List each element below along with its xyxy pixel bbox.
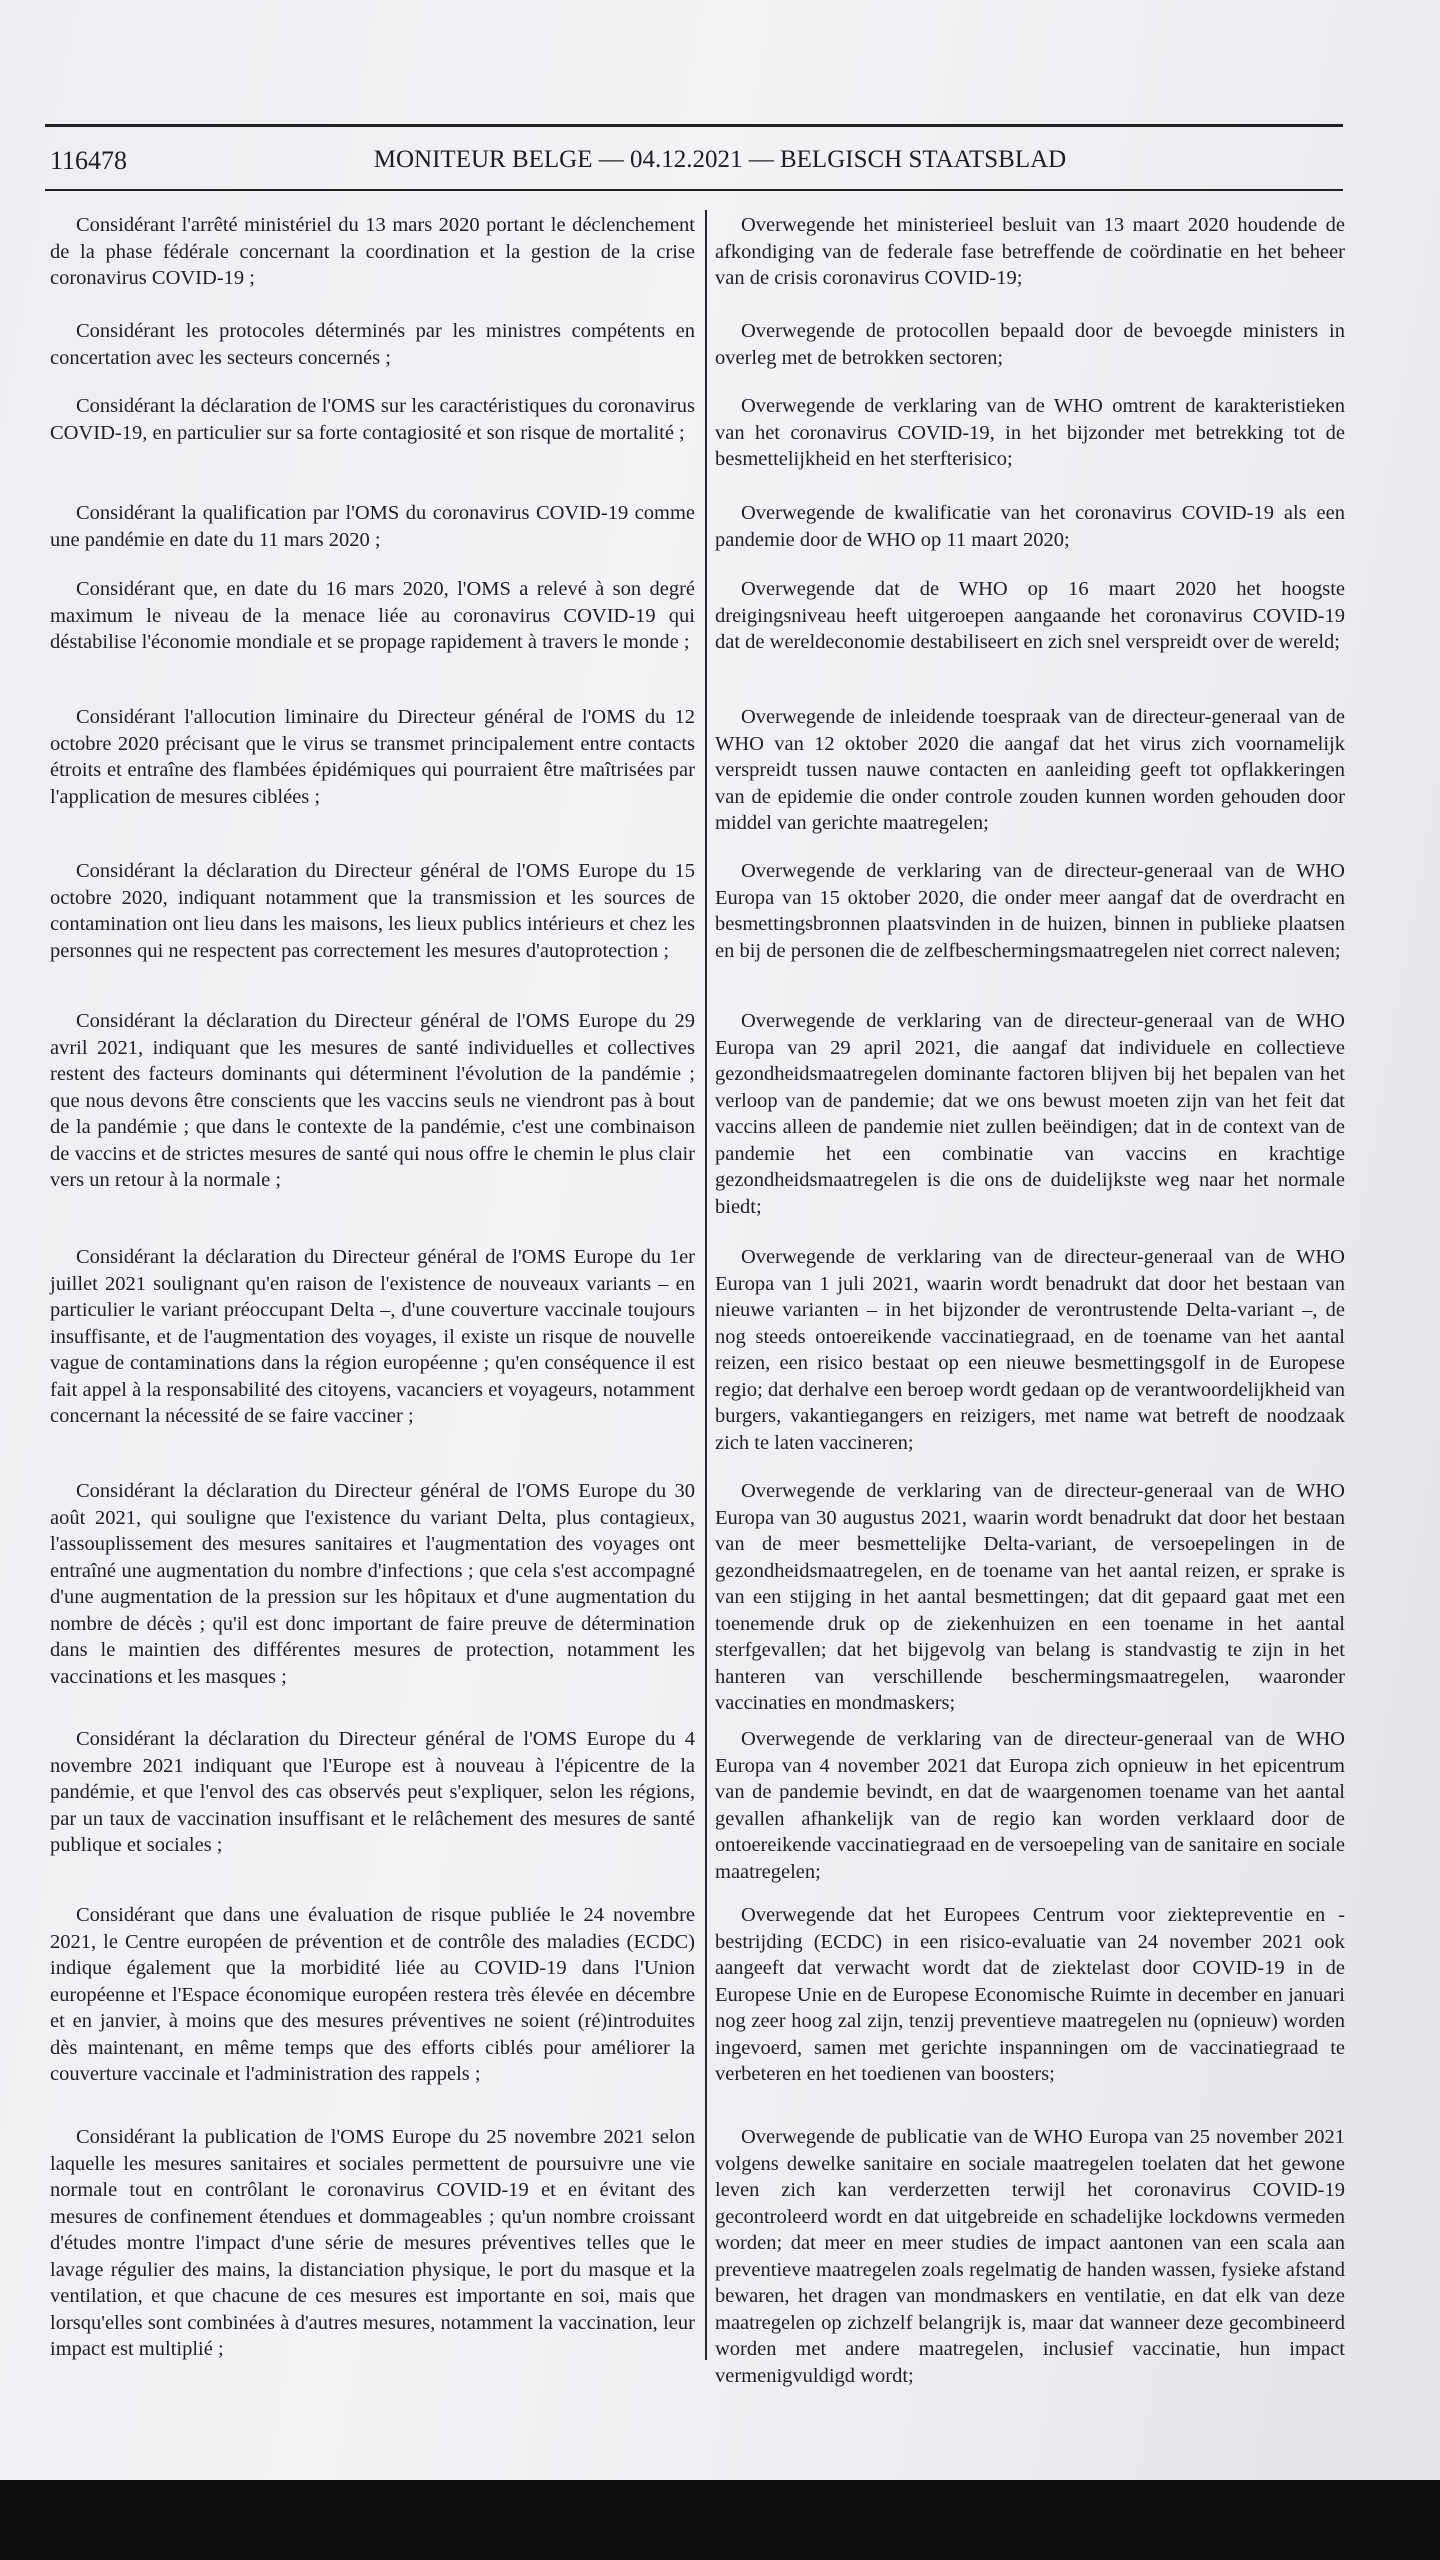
fr-paragraph: Considérant la déclaration du Directeur général de l'OMS Europe du 15 octobre 2020, indiquant notamment que la transmission et les sources de contamination ont lieu dans les maisons, les lieux publics intérieurs et chez les personnes qui ne respectent pas correctement les mesures d'autoprotection ;: [50, 860, 695, 962]
fr-paragraph: Considérant la déclaration du Directeur général de l'OMS Europe du 29 avril 2021, indiquant que les mesures de santé individuelles et collectives restent des facteurs dominants qui déterminent l'évolution de la pandémie ; que nous devons être conscients que les vaccins seuls ne viendront pas à bout de la pandémie ; que dans le contexte de la pandémie, c'est une combinaison de vaccins et de strictes mesures de santé qui nous offre le chemin le plus clair vers un retour à la normale ;: [50, 1010, 695, 1191]
nl-paragraph: Overwegende de protocollen bepaald door de bevoegde ministers in overleg met de betrokken sectoren;: [715, 320, 1345, 369]
fr-paragraph: Considérant la publication de l'OMS Europe du 25 novembre 2021 selon laquelle les mesures sanitaires et sociales permettent de poursuivre une vie normale tout en contrôlant le coronavirus COVID-19 et en évitant des mesures de confinement étendues et dommageables ; qu'un nombre croissant d'études montre l'impact d'une série de mesures préventives telles que le lavage régulier des mains, la distanciation physique, le port du masque et la ventilation, et que chacune de ces mesures est importante en soi, mais que lorsqu'elles sont combinées à d'autres mesures, notamment la vaccination, leur impact est multiplié ;: [50, 2126, 695, 2360]
nl-paragraph: Overwegende de verklaring van de directeur-generaal van de WHO Europa van 29 april 2021, die aangaf dat individuele en collectieve gezondheidsmaatregelen dominante factoren blijven bij het bepalen van het verloop van de pandemie; dat we ons bewust moeten zijn van het feit dat vaccins alleen de pandemie niet zullen beëindigen; dat in de context van de pandemie het een combinatie van vaccins en krachtige gezondheidsmaatregelen is die ons de duidelijkste weg naar het normale biedt;: [715, 1010, 1345, 1218]
nl-paragraph: Overwegende de inleidende toespraak van de directeur-generaal van de WHO van 12 oktober 2020 die aangaf dat het virus zich voornamelijk verspreidt tussen nauwe contacten en aanleiding geeft tot opflakkeringen van de epidemie die onder controle zouden kunnen worden gehouden door middel van gerichte maatregelen;: [715, 706, 1345, 834]
column-divider: [705, 210, 707, 2360]
header-bottom-rule: [45, 189, 1343, 191]
nl-paragraph: Overwegende de verklaring van de directeur-generaal van de WHO Europa van 15 oktober 2020, die onder meer aangaf dat de overdracht en besmettingsbronnen plaatsvinden in de huizen, binnen in publieke plaatsen en bij de personen die de zelfbeschermingsmaatregelen niet correct naleven;: [715, 860, 1345, 962]
fr-paragraph: Considérant les protocoles déterminés par les ministres compétents en concertation avec les secteurs concernés ;: [50, 320, 695, 369]
header-title: MONITEUR BELGE — 04.12.2021 — BELGISCH STAATSBLAD: [373, 146, 1067, 173]
page-bottom-shadow: [0, 2480, 1440, 2560]
fr-paragraph: Considérant la qualification par l'OMS du coronavirus COVID-19 comme une pandémie en date du 11 mars 2020 ;: [50, 502, 695, 551]
nl-paragraph: Overwegende de verklaring van de directeur-generaal van de WHO Europa van 30 augustus 2021, waarin wordt benadrukt dat door het bestaan van de meer besmettelijke Delta-variant, de versoepelingen in de gezondheidsmaatregelen, en de toename van het aantal reizen, er sprake is van een stijging in het aantal besmettingen; dat dit gepaard gaat met een toenemende druk op de ziekenhuizen en een toename in het aantal sterfgevallen; dat het bijgevolg van belang is standvastig te zijn in het hanteren van verschillende beschermingsmaatregelen, waaronder vaccinaties en mondmaskers;: [715, 1480, 1345, 1714]
header-top-rule: [45, 124, 1343, 127]
nl-paragraph: Overwegende het ministerieel besluit van 13 maart 2020 houdende de afkondiging van de federale fase betreffende de coördinatie en het beheer van de crisis coronavirus COVID-19;: [715, 214, 1345, 289]
fr-paragraph: Considérant la déclaration du Directeur général de l'OMS Europe du 30 août 2021, qui souligne que l'existence du variant Delta, plus contagieux, l'assouplissement des mesures sanitaires et l'augmentation des voyages ont entraîné une augmentation du nombre d'infections ; que cela s'est accompagné d'une augmentation de la pression sur les hôpitaux et d'une augmentation du nombre de décès ; qu'il est donc important de faire preuve de détermination dans le maintien des différentes mesures de protection, notamment les vaccinations et les masques ;: [50, 1480, 695, 1688]
nl-paragraph: Overwegende de kwalificatie van het coronavirus COVID-19 als een pandemie door de WHO op 11 maart 2020;: [715, 502, 1345, 551]
nl-paragraph: Overwegende de verklaring van de WHO omtrent de karakteristieken van het coronavirus COVID-19, in het bijzonder met betrekking tot de besmettelijkheid en het sterfterisico;: [715, 395, 1345, 470]
fr-paragraph: Considérant la déclaration du Directeur général de l'OMS Europe du 4 novembre 2021 indiquant que l'Europe est à nouveau à l'épicentre de la pandémie, et que l'envol des cas observés peut s'expliquer, selon les régions, par un taux de vaccination insuffisant et le relâchement des mesures de santé publique et sociales ;: [50, 1728, 695, 1856]
fr-paragraph: Considérant l'allocution liminaire du Directeur général de l'OMS du 12 octobre 2020 précisant que le virus se transmet principalement entre contacts étroits et entraîne des flambées épidémiques qui pourraient être maîtrisées par l'application de mesures ciblées ;: [50, 706, 695, 808]
nl-paragraph: Overwegende de verklaring van de directeur-generaal van de WHO Europa van 1 juli 2021, waarin wordt benadrukt dat door het bestaan van nieuwe varianten – in het bijzonder de verontrustende Delta-variant –, de nog steeds ontoereikende vaccinatiegraad, en de toename van het aantal reizen, een risico bestaat op een nieuwe besmettingsgolf in de Europese regio; dat derhalve een beroep wordt gedaan op de verantwoordelijkheid van burgers, vakantiegangers en reizigers, met name wat betreft de noodzaak zich te laten vaccineren;: [715, 1246, 1345, 1454]
nl-paragraph: Overwegende dat het Europees Centrum voor ziektepreventie en -bestrijding (ECDC) in een risico-evaluatie van 24 november 2021 ook aangeeft dat verwacht wordt dat de ziektelast door COVID-19 in de Europese Unie en de Europese Economische Ruimte in december en januari nog zeer hoog zal zijn, tenzij preventieve maatregelen nu (opnieuw) worden ingevoerd, samen met gerichte inspanningen om de vaccinatiegraad te verbeteren en het toedienen van boosters;: [715, 1904, 1345, 2085]
page-number: 116478: [50, 146, 128, 175]
fr-paragraph: Considérant l'arrêté ministériel du 13 mars 2020 portant le déclenchement de la phase fédérale concernant la coordination et la gestion de la crise coronavirus COVID-19 ;: [50, 214, 695, 289]
nl-paragraph: Overwegende de publicatie van de WHO Europa van 25 november 2021 volgens dewelke sanitaire en sociale maatregelen toelaten dat het gewone leven zich kan verderzetten terwijl het coronavirus COVID-19 gecontroleerd wordt en dat uitgebreide en schadelijke lockdowns vermeden worden; dat meer en meer studies de impact aantonen van een scala aan preventieve maatregelen zoals regelmatig de handen wassen, fysieke afstand bewaren, het dragen van mondmaskers en ventilatie, en dat elk van deze maatregelen op zichzelf belangrijk is, maar dat wanneer deze gecombineerd worden met andere maatregelen, inclusief vaccinatie, hun impact vermenigvuldigd wordt;: [715, 2126, 1345, 2387]
fr-paragraph: Considérant la déclaration du Directeur général de l'OMS Europe du 1er juillet 2021 soulignant qu'en raison de l'existence de nouveaux variants – en particulier le variant préoccupant Delta –, d'une couverture vaccinale toujours insuffisante, et de l'augmentation des voyages, il existe un risque de nouvelle vague de contaminations dans la région européenne ; qu'en conséquence il est fait appel à la responsabilité des citoyens, vacanciers et voyageurs, notamment concernant la nécessité de se faire vacciner ;: [50, 1246, 695, 1427]
nl-paragraph: Overwegende de verklaring van de directeur-generaal van de WHO Europa van 4 november 2021 dat Europa zich opnieuw in het epicentrum van de pandemie bevindt, en dat de waargenomen toename van het aantal gevallen afhankelijk van de regio kan worden verklaard door de ontoereikende vaccinatiegraad en de versoepeling van de sanitaire en sociale maatregelen;: [715, 1728, 1345, 1883]
fr-paragraph: Considérant que, en date du 16 mars 2020, l'OMS a relevé à son degré maximum le niveau de la menace liée au coronavirus COVID-19 qui déstabilise l'économie mondiale et se propage rapidement à travers le monde ;: [50, 578, 695, 653]
fr-paragraph: Considérant la déclaration de l'OMS sur les caractéristiques du coronavirus COVID-19, en particulier sur sa forte contagiosité et son risque de mortalité ;: [50, 395, 695, 444]
fr-paragraph: Considérant que dans une évaluation de risque publiée le 24 novembre 2021, le Centre européen de prévention et de contrôle des maladies (ECDC) indique également que la morbidité liée au COVID-19 dans l'Union européenne et l'Espace économique européen restera très élevée en décembre et en janvier, à moins que des mesures préventives ne soient (ré)introduites dès maintenant, en même temps que des efforts ciblés pour améliorer la couverture vaccinale et l'administration des rappels ;: [50, 1904, 695, 2085]
nl-paragraph: Overwegende dat de WHO op 16 maart 2020 het hoogste dreigingsniveau heeft uitgeroepen aangaande het coronavirus COVID-19 dat de wereldeconomie destabiliseert en zich snel verspreidt over de wereld;: [715, 578, 1345, 653]
